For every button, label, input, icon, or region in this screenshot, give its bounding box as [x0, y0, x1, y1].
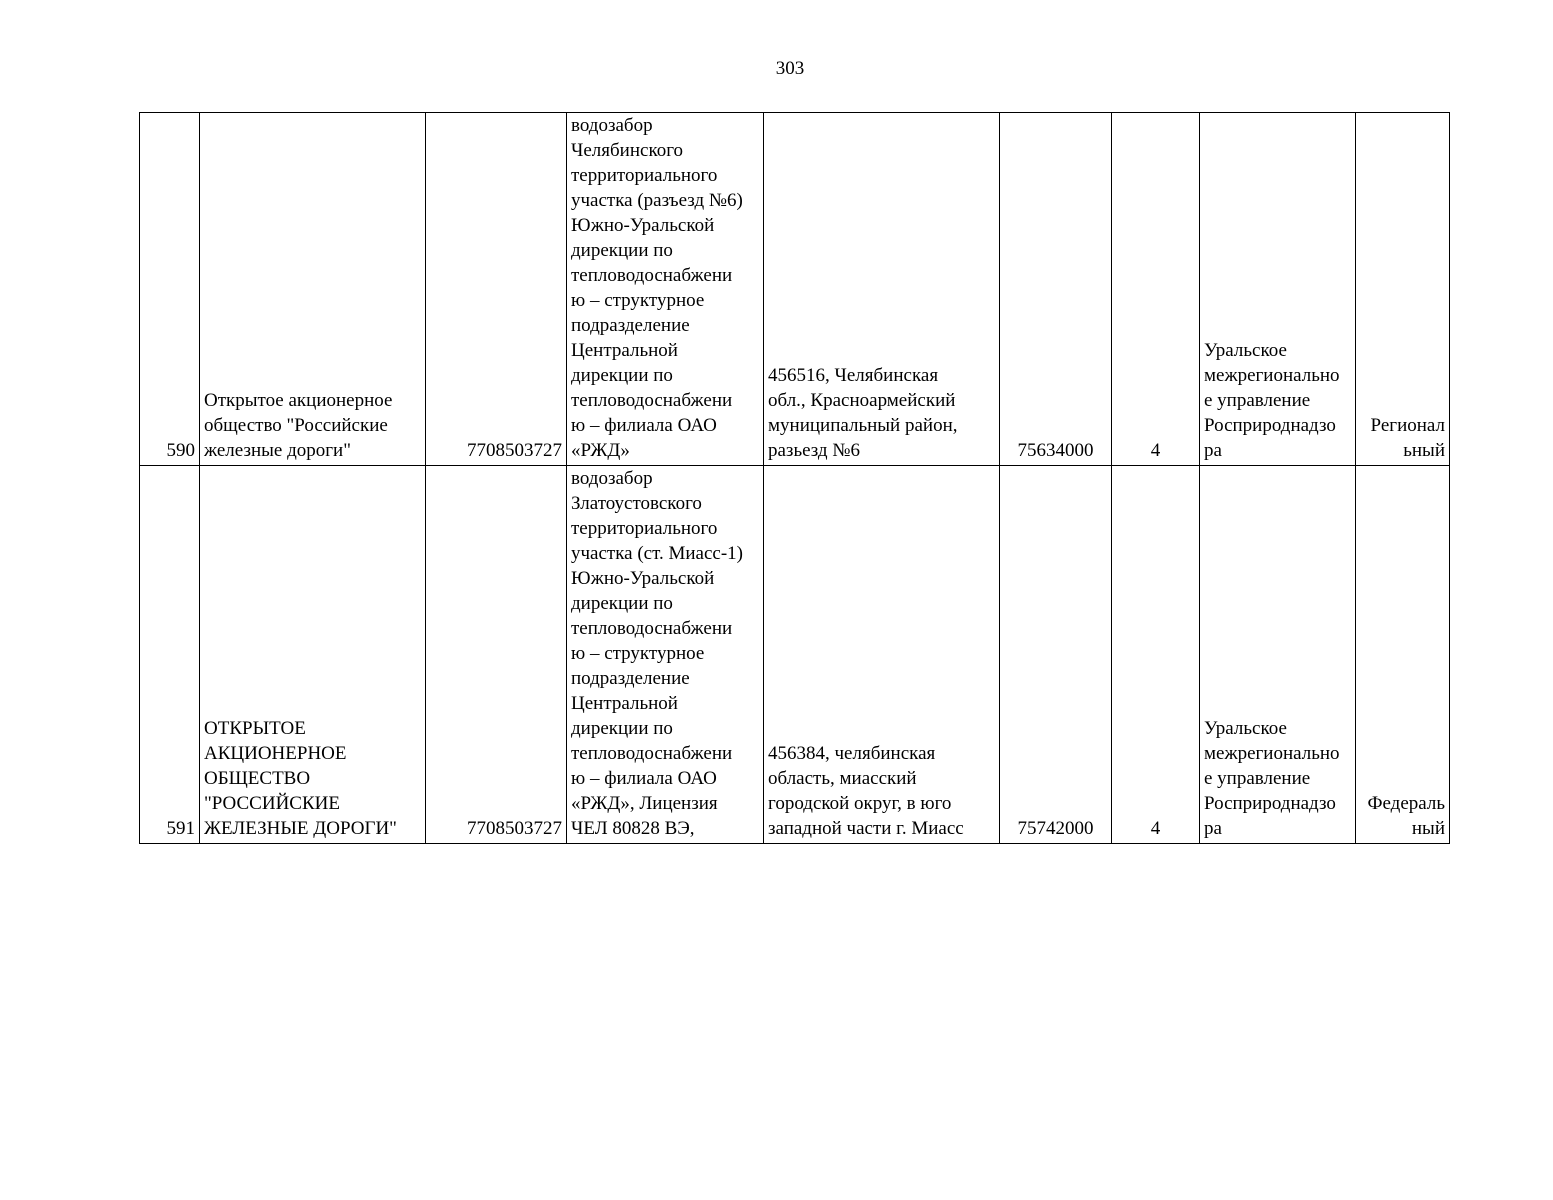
- registry-table: [139, 112, 1450, 844]
- object-address: 456384, челябинская область, миасский городской округ, в юго западной части г. Миасс: [764, 466, 1000, 844]
- organization-name: Открытое акционерное общество "Российские железные дороги": [200, 113, 426, 466]
- table-row: [140, 113, 1450, 466]
- supervising-authority: Уральское межрегионально е управление Росприроднадзо ра: [1200, 113, 1356, 466]
- row-number: 590: [140, 113, 200, 466]
- page-number: 303: [775, 58, 805, 79]
- object-address: 456516, Челябинская обл., Красноармейский муниципальный район, разьезд №6: [764, 113, 1000, 466]
- supervision-level: Федераль ный: [1356, 466, 1450, 844]
- inn-code: 7708503727: [426, 113, 567, 466]
- supervision-level: Регионал ьный: [1356, 113, 1450, 466]
- oktmo-code: 75742000: [1000, 466, 1112, 844]
- object-name: водозабор Челябинского территориального участка (разъезд №6) Южно-Уральской дирекции по тепловодоснабжени ю – структурное подразделение Центральной дирекции по тепловодоснабжени ю – филиала ОАО «РЖД»: [567, 113, 764, 466]
- category: 4: [1112, 466, 1200, 844]
- organization-name: ОТКРЫТОЕ АКЦИОНЕРНОЕ ОБЩЕСТВО "РОССИЙСКИЕ ЖЕЛЕЗНЫЕ ДОРОГИ": [200, 466, 426, 844]
- category: 4: [1112, 113, 1200, 466]
- object-name: водозабор Златоустовского территориального участка (ст. Миасс-1) Южно-Уральской дирекции по тепловодоснабжени ю – структурное подразделение Центральной дирекции по тепловодоснабжени ю – филиала ОАО «РЖД», Лицензия ЧЕЛ 80828 ВЭ,: [567, 466, 764, 844]
- table-row: [140, 466, 1450, 844]
- row-number: 591: [140, 466, 200, 844]
- supervising-authority: Уральское межрегионально е управление Росприроднадзо ра: [1200, 466, 1356, 844]
- oktmo-code: 75634000: [1000, 113, 1112, 466]
- inn-code: 7708503727: [426, 466, 567, 844]
